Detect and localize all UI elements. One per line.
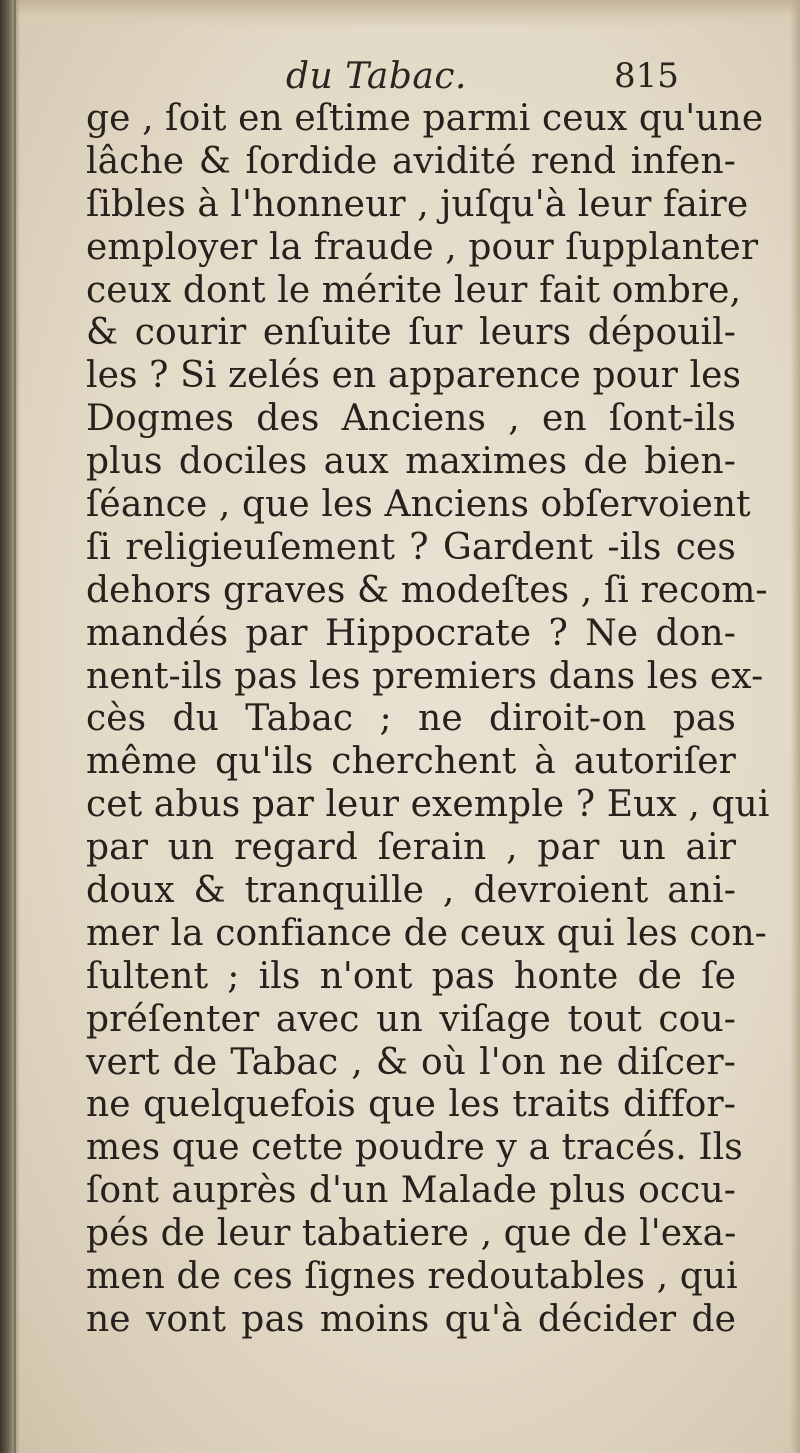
binding-shadow — [0, 0, 20, 1453]
text-line: ne quelquefois que les traits diffor- — [86, 1084, 736, 1126]
text-line: par un regard ſerain , par un air — [86, 827, 736, 869]
text-line: cet abus par leur exemple ? Eux , qui — [86, 784, 770, 826]
body-text — [86, 98, 770, 1342]
text-line: ſéance , que les Anciens obſervoient — [86, 484, 751, 526]
text-line: ne vont pas moins qu'à décider de — [86, 1298, 736, 1340]
text-line: dehors graves & modeſtes , ſi recom- — [86, 569, 768, 611]
text-line: Dogmes des Anciens , en ſont-ils — [86, 398, 736, 440]
page-number: 815 — [614, 56, 679, 96]
text-line: men de ces ſignes redoutables , qui — [86, 1256, 738, 1298]
text-line: les ? Si zelés en apparence pour les — [86, 355, 742, 397]
text-line: vert de Tabac , & où l'on ne diſcer- — [86, 1041, 736, 1083]
text-line: lâche & ſordide avidité rend infen- — [86, 140, 736, 182]
page-edge-line — [14, 0, 16, 1453]
page-top-edge — [0, 0, 800, 28]
text-line: nent-ils pas les premiers dans les ex- — [86, 655, 764, 697]
running-head: du Tabac. — [286, 56, 467, 97]
text-line: ſi religieuſement ? Gardent -ils ces — [86, 526, 736, 568]
text-line: même qu'ils cherchent à autoriſer — [86, 741, 736, 783]
text-line: cès du Tabac ; ne diroit-on pas — [86, 698, 736, 740]
page-right-edge — [790, 0, 800, 1453]
text-line: préſenter avec un viſage tout cou- — [86, 998, 736, 1040]
text-line: doux & tranquille , devroient ani- — [86, 870, 736, 912]
text-line: ſultent ; ils n'ont pas honte de ſe — [86, 955, 736, 997]
text-line: pés de leur tabatiere , que de l'exa- — [86, 1213, 737, 1255]
text-line: ge , ſoit en eſtime parmi ceux qu'une — [86, 98, 764, 139]
text-line: ſont auprès d'un Malade plus occu- — [86, 1170, 736, 1212]
text-line: mer la confiance de ceux qui les con- — [86, 912, 767, 954]
text-line: plus dociles aux maximes de bien- — [86, 441, 736, 483]
text-line: mandés par Hippocrate ? Ne don- — [86, 612, 736, 654]
text-line: & courir enſuite ſur leurs dépouil- — [86, 312, 736, 354]
text-line: ſibles à l'honneur , juſqu'à leur faire — [86, 183, 749, 225]
text-line: ceux dont le mérite leur fait ombre, — [86, 269, 742, 311]
text-line: mes que cette poudre y a tracés. Ils — [86, 1127, 743, 1169]
text-line: employer la fraude , pour ſupplanter — [86, 226, 759, 268]
